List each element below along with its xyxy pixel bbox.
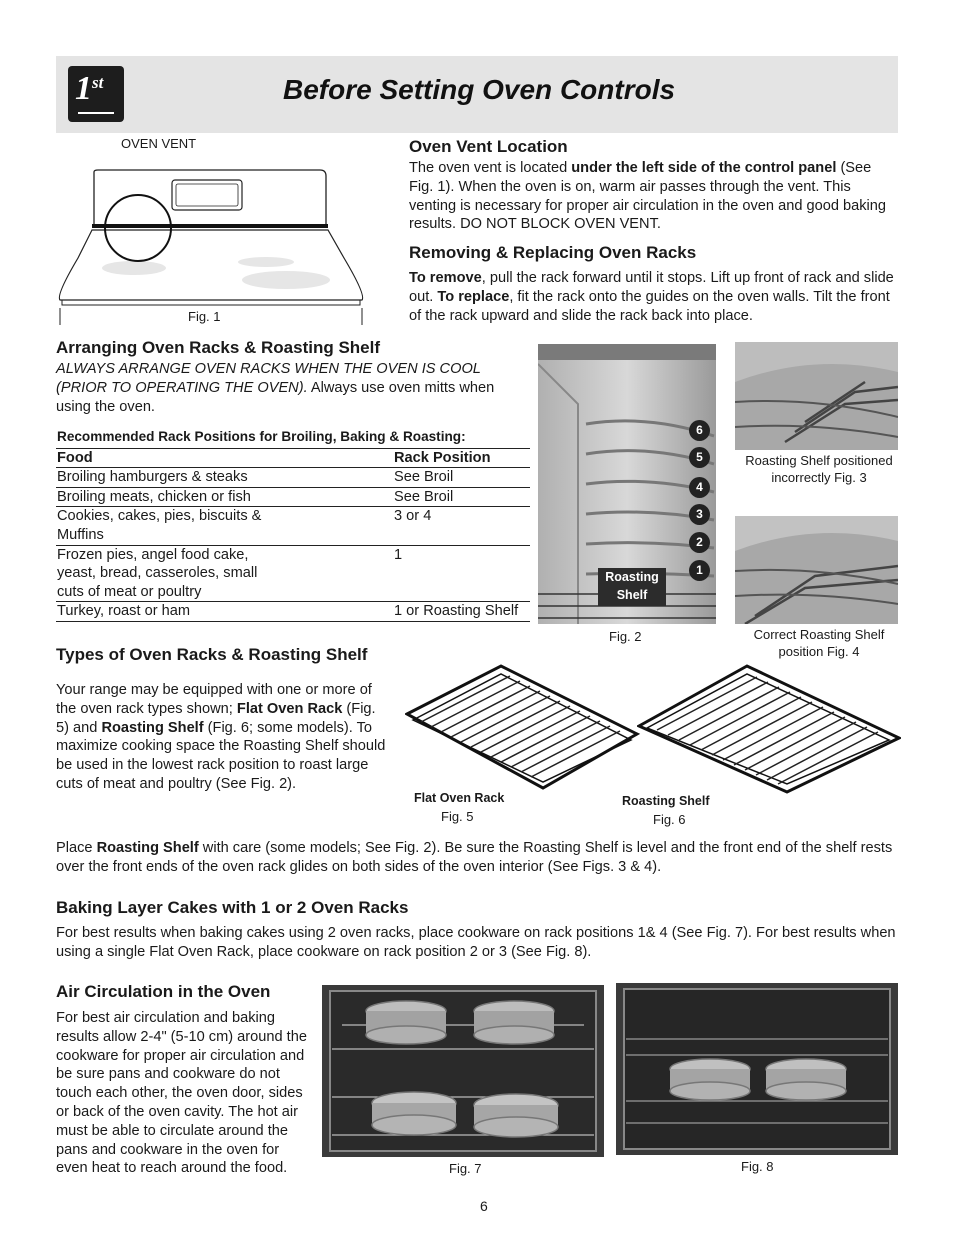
flat-oven-rack-illustration <box>405 664 641 794</box>
roasting-shelf-incorrect-photo <box>735 342 898 450</box>
rack-position-3: 3 <box>689 504 710 525</box>
single-rack-cake-photo <box>616 983 898 1155</box>
arranging-text: ALWAYS ARRANGE OVEN RACKS WHEN THE OVEN IS COOL (PRIOR TO OPERATING THE OVEN). Always use oven mitts when using the oven. <box>56 361 495 415</box>
table-header: Rack Position <box>393 448 530 468</box>
rack-position-2: 2 <box>689 532 710 553</box>
oven-vent-label: OVEN VENT <box>121 136 197 151</box>
table-cell: See Broil <box>393 468 530 488</box>
flat-oven-rack-label: Flat Oven Rack <box>414 791 505 805</box>
rack-position-4: 4 <box>689 477 710 498</box>
types-heading: Types of Oven Racks & Roasting Shelf <box>56 645 368 664</box>
roasting-shelf-correct-photo <box>735 516 898 624</box>
baking-heading: Baking Layer Cakes with 1 or 2 Oven Racks <box>56 898 409 917</box>
types-text: Your range may be equipped with one or more of the oven rack types shown; Flat Oven Rack (Fig. 5) and Roasting Shelf (Fig. 6; some models). To maximize cooking space the Roasting Shelf should be used in the lowest rack position to roast large cuts of meat and poultry (See Fig. 2). <box>56 682 386 792</box>
table-row <box>56 602 530 622</box>
removing-heading: Removing & Replacing Oven Racks <box>409 243 697 262</box>
range-illustration <box>56 150 366 325</box>
table-cell: Broiling meats, chicken or fish <box>56 487 393 507</box>
table-cell: 3 or 4 <box>393 507 530 545</box>
oven-vent-heading: Oven Vent Location <box>409 137 568 156</box>
roasting-shelf-illustration <box>637 664 901 794</box>
place-roasting-shelf-text: Place Roasting Shelf with care (some models; See Fig. 2). Be sure the Roasting Shelf is level and the front end of the shelf rests over the front ends of the oven rack glides on both sides of the oven interior (See Figs. 3 & 4). <box>56 840 893 875</box>
first-step-badge: 1st <box>68 66 124 122</box>
fig3-caption: Roasting Shelf positioned incorrectly Fig. 3 <box>745 453 893 485</box>
fig5-caption: Fig. 5 <box>441 809 474 824</box>
table-cell: Broiling hamburgers & steaks <box>56 468 393 488</box>
air-text: For best air circulation and baking results allow 2-4" (5-10 cm) around the cookware for proper air circulation and be sure pans and cookware do not touch each other, the oven door, sides or back of the oven cavity. The hot air must be able to circulate around the pans and cookware in the oven for even heat to reach around the food. <box>56 1010 307 1177</box>
fig6-caption: Fig. 6 <box>653 812 686 827</box>
oven-vent-text: The oven vent is located under the left side of the control panel (See Fig. 1). When the oven is on, warm air passes through the vent. This venting is necessary for proper air circulation in the oven and good baking results. DO NOT BLOCK OVEN VENT. <box>409 160 887 233</box>
table-row <box>56 468 530 488</box>
rack-position-6: 6 <box>689 420 710 441</box>
rack-position-5: 5 <box>689 447 710 468</box>
table-cell: See Broil <box>393 487 530 507</box>
table-cell: 1 <box>393 545 530 602</box>
roasting-shelf-fig-label: Roasting Shelf <box>622 794 710 808</box>
page-number: 6 <box>480 1198 488 1214</box>
table-cell: 1 or Roasting Shelf <box>393 602 530 622</box>
two-rack-cake-photo <box>322 985 604 1157</box>
fig2-caption: Fig. 2 <box>609 629 642 644</box>
table-cell: Frozen pies, angel food cake, yeast, bread, casseroles, small cuts of meat or poultry <box>56 545 393 602</box>
rack-position-1: 1 <box>689 560 710 581</box>
table-cell: Turkey, roast or ham <box>56 602 393 622</box>
arranging-heading: Arranging Oven Racks & Roasting Shelf <box>56 338 381 357</box>
fig7-caption: Fig. 7 <box>449 1161 482 1176</box>
table-header: Food <box>56 448 393 468</box>
table-caption: Recommended Rack Positions for Broiling, Baking & Roasting: <box>56 428 530 448</box>
rack-position-table <box>56 428 530 622</box>
table-cell: Cookies, cakes, pies, biscuits & Muffins <box>56 507 393 545</box>
baking-text: For best results when baking cakes using 2 oven racks, place cookware on rack positions 1& 4 (See Fig. 7). For best results when using a single Flat Oven Rack, place cookware on rack position 2 or 3 (See Fig. 8). <box>56 925 896 960</box>
table-row <box>56 487 530 507</box>
removing-text: To remove, pull the rack forward until it stops. Lift up front of rack and slide out. To replace, fit the rack onto the guides on the oven walls. Tilt the front of the rack upward and slide the rack back into place. <box>409 270 894 324</box>
air-heading: Air Circulation in the Oven <box>56 982 271 1001</box>
page-title: Before Setting Oven Controls <box>283 74 676 105</box>
table-row <box>56 545 530 602</box>
fig1-caption: Fig. 1 <box>188 309 221 324</box>
fig4-caption: Correct Roasting Shelf position Fig. 4 <box>753 627 885 659</box>
fig8-caption: Fig. 8 <box>741 1159 774 1174</box>
table-row <box>56 507 530 545</box>
roasting-shelf-label: Roasting Shelf <box>598 568 666 606</box>
